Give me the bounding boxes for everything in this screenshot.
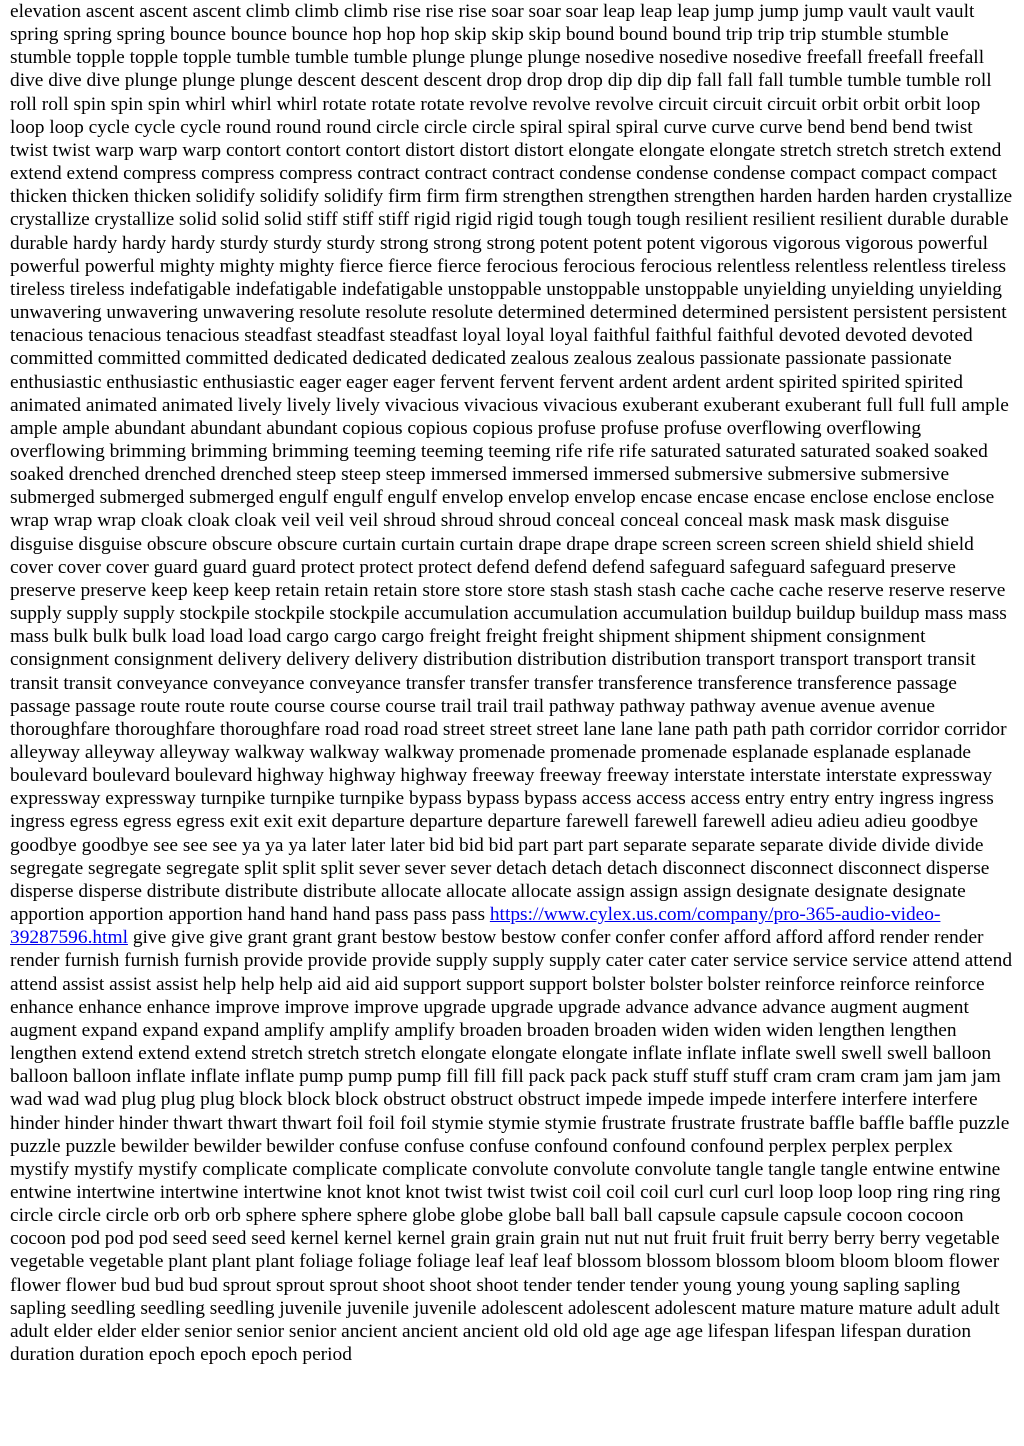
- body-text-after-link: give give give grant grant grant bestow bestow bestow confer confer confer afford afford afford render render render furnish furnish furnish provide provide provide supply supply supply cater cater cater service service service attend attend attend assist assist assist help help help aid aid aid support support support bolster bolster bolster reinforce reinforce reinforce enhance enhance enhance improve improve improve upgrade upgrade upgrade advance advance advance augment augment augment expand expand expand amplify amplify amplify broaden broaden broaden widen widen widen lengthen lengthen lengthen extend extend extend stretch stretch stretch elongate elongate elongate inflate inflate inflate swell swell swell balloon balloon balloon inflate inflate inflate pump pump pump fill fill fill pack pack pack stuff stuff stuff cram cram cram jam jam jam wad wad wad plug plug plug block block block obstruct obstruct obstruct impede impede impede interfere interfere interfere hinder hinder hinder thwart thwart thwart foil foil foil stymie stymie stymie frustrate frustrate frustrate baffle baffle baffle puzzle puzzle puzzle bewilder bewilder bewilder confuse confuse confuse confound confound confound perplex perplex perplex mystify mystify mystify complicate complicate complicate convolute convolute convolute tangle tangle tangle entwine entwine entwine intertwine intertwine intertwine knot knot knot twist twist twist coil coil coil curl curl curl loop loop loop ring ring ring circle circle circle orb orb orb sphere sphere sphere globe globe globe ball ball ball capsule capsule capsule cocoon cocoon cocoon pod pod pod seed seed seed kernel kernel kernel grain grain grain nut nut nut fruit fruit fruit berry berry berry vegetable vegetable vegetable plant plant plant foliage foliage foliage leaf leaf leaf blossom blossom blossom bloom bloom bloom flower flower flower bud bud bud sprout sprout sprout shoot shoot shoot tender tender tender young young young sapling sapling sapling seedling seedling seedling juvenile juvenile juvenile adolescent adolescent adolescent mature mature mature adult adult adult elder elder elder senior senior senior ancient ancient ancient old old old age age age lifespan lifespan lifespan duration duration duration epoch epoch epoch period: [10, 927, 1013, 1366]
- body-text-before-link: elevation ascent ascent ascent climb climb climb rise rise rise soar soar soar leap leap leap jump jump jump vault vault vault spring spring spring bounce bounce bounce hop hop hop skip skip skip bound bound bound trip trip trip stumble stumble stumble topple topple topple tumble tumble tumble plunge plunge plunge nosedive nosedive nosedive freefall freefall freefall dive dive dive plunge plunge plunge descent descent descent drop drop drop dip dip dip fall fall fall tumble tumble tumble roll roll roll spin spin spin whirl whirl whirl rotate rotate rotate revolve revolve revolve circuit circuit circuit orbit orbit orbit loop loop loop cycle cycle cycle round round round circle circle circle spiral spiral spiral curve curve curve bend bend bend twist twist twist warp warp warp contort contort contort distort distort distort elongate elongate elongate stretch stretch stretch extend extend extend compress compress compress contract contract contract condense condense condense compact compact compact thicken thicken thicken solidify solidify solidify firm firm firm strengthen strengthen strengthen harden harden harden crystallize crystallize crystallize solid solid solid stiff stiff stiff rigid rigid rigid tough tough tough resilient resilient resilient durable durable durable hardy hardy hardy sturdy sturdy sturdy strong strong strong potent potent potent vigorous vigorous vigorous powerful powerful powerful mighty mighty mighty fierce fierce fierce ferocious ferocious ferocious relentless relentless relentless tireless tireless tireless indefatigable indefatigable indefatigable unstoppable unstoppable unstoppable unyielding unyielding unyielding unwavering unwavering unwavering resolute resolute resolute determined determined determined persistent persistent persistent tenacious tenacious tenacious steadfast steadfast steadfast loyal loyal loyal faithful faithful faithful devoted devoted devoted committed committed committed dedicated dedicated dedicated zealous zealous zealous passionate passionate passionate enthusiastic enthusiastic enthusiastic eager eager eager fervent fervent fervent ardent ardent ardent spirited spirited spirited animated animated animated lively lively lively vivacious vivacious vivacious exuberant exuberant exuberant full full full ample ample ample abundant abundant abundant copious copious copious profuse profuse profuse overflowing overflowing overflowing brimming brimming brimming teeming teeming teeming rife rife rife saturated saturated saturated soaked soaked soaked drenched drenched drenched steep steep steep immersed immersed immersed submersive submersive submersive submerged submerged submerged engulf engulf engulf envelop envelop envelop encase encase encase enclose enclose enclose wrap wrap wrap cloak cloak cloak veil veil veil shroud shroud shroud conceal conceal conceal mask mask mask disguise disguise disguise obscure obscure obscure curtain curtain curtain drape drape drape screen screen screen shield shield shield cover cover cover guard guard guard protect protect protect defend defend defend safeguard safeguard safeguard preserve preserve preserve keep keep keep retain retain retain store store store stash stash stash cache cache cache reserve reserve reserve supply supply supply stockpile stockpile stockpile accumulation accumulation accumulation buildup buildup buildup mass mass mass bulk bulk bulk load load load cargo cargo cargo freight freight freight shipment shipment shipment consignment consignment consignment delivery delivery delivery distribution distribution distribution transport transport transport transit transit transit conveyance conveyance conveyance transfer transfer transfer transference transference transference passage passage passage route route route course course course trail trail trail pathway pathway pathway avenue avenue avenue thoroughfare thoroughfare thoroughfare road road road street street street lane lane lane path path path corridor corridor corridor alleyway alleyway alleyway walkway walkway walkway promenade promenade promenade esplanade esplanade esplanade boulevard boulevard boulevard highway highway highway freeway freeway freeway interstate interstate interstate expressway expressway expressway turnpike turnpike turnpike bypass bypass bypass access access access entry entry entry ingress ingress ingress egress egress egress exit exit exit departure departure departure farewell farewell farewell adieu adieu adieu goodbye goodbye goodbye see see see ya ya ya later later later bid bid bid part part part separate separate separate divide divide divide segregate segregate segregate split split split sever sever sever detach detach detach disconnect disconnect disconnect disperse disperse disperse distribute distribute distribute allocate allocate allocate assign assign assign designate designate designate apportion apportion apportion hand hand hand pass pass pass: [10, 1, 1013, 926]
- company-link[interactable]: https://www.cylex.us.com/company/pro-365-audio-video-39287596.html: [10, 904, 941, 949]
- document-body: [10, 0, 1014, 1366]
